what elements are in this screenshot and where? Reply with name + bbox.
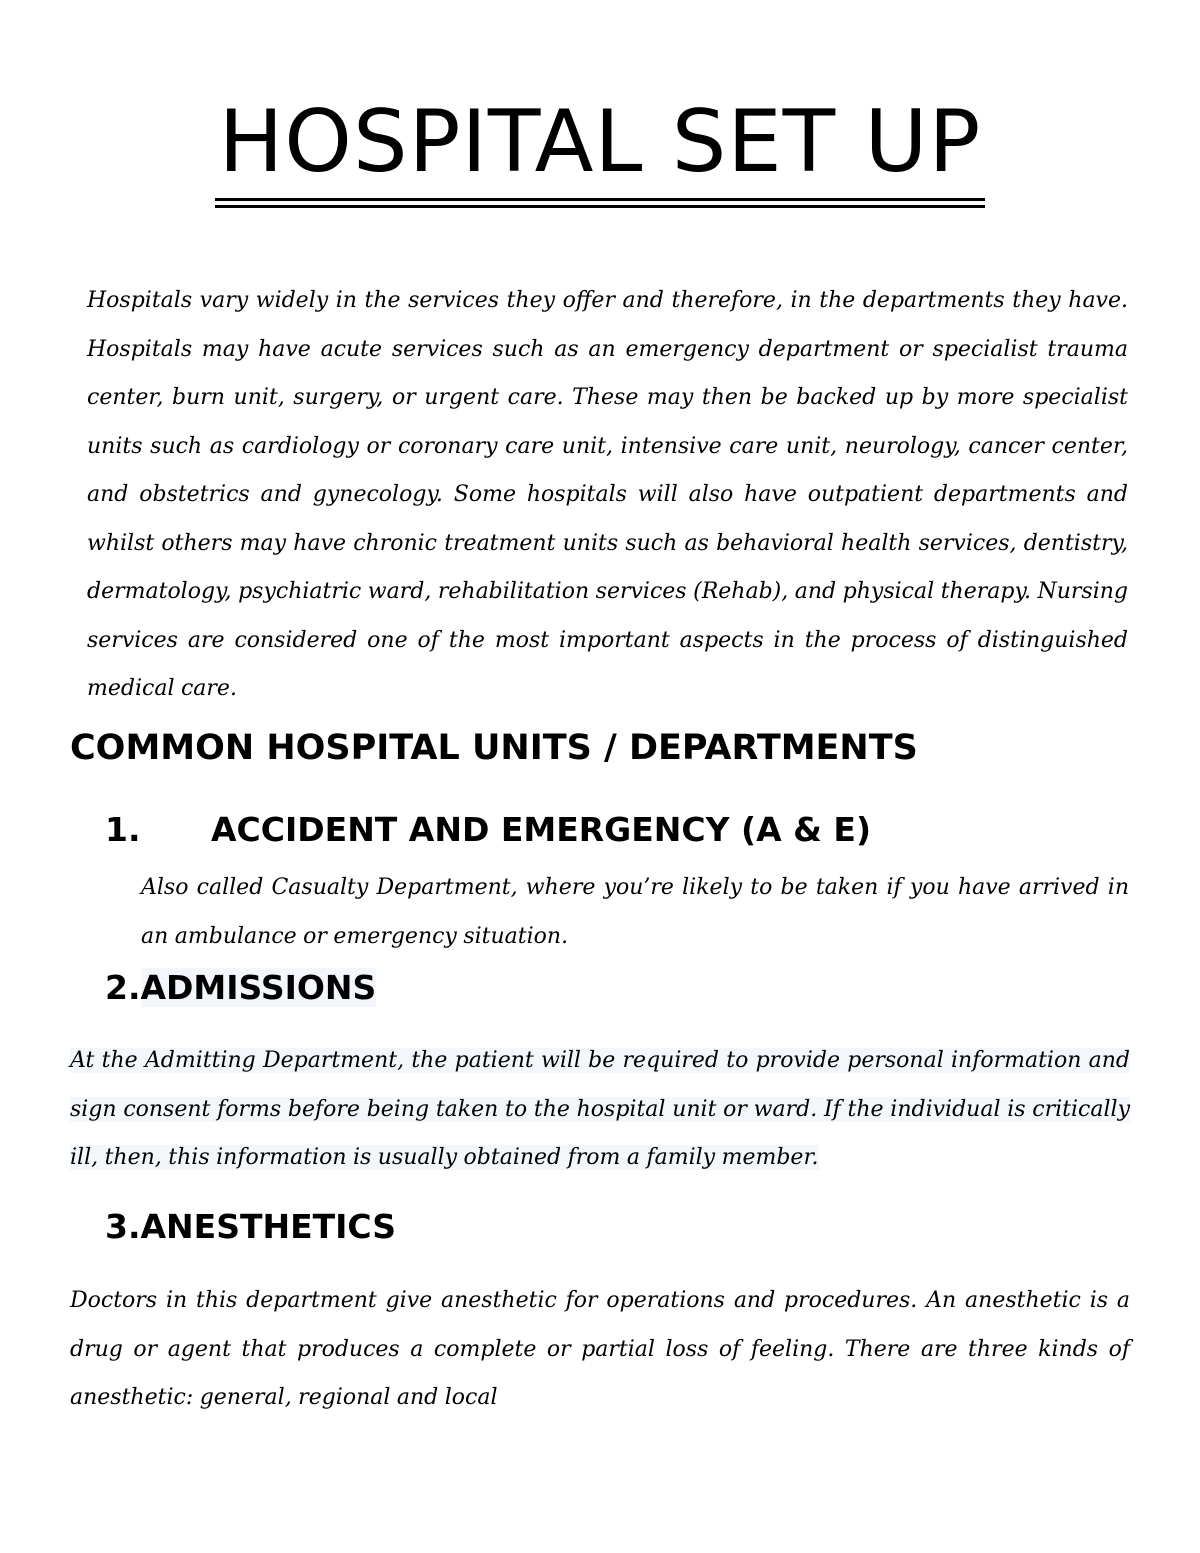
department-description-anesthetics: Doctors in this department give anesthetic for operations and procedures. An anesthetic is a drug or agent that produces a complete or partial loss of feeling. There are three kinds of anesthetic: general, regional and local [70,1288,1130,1410]
department-number: 1. [105,810,141,849]
department-heading-admissions [105,964,376,1012]
intro-paragraph: Hospitals vary widely in the services they offer and therefore, in the departments they have. Hospitals may have acute services such as an emergency department or specialist trauma center, burn unit, surgery, or urgent care. These may then be backed up by more specialist units such as cardiology or coronary care unit, intensive care unit, neurology, cancer center, and obstetrics and gynecology. Some hospitals will also have outpatient departments and whilst others may have chronic treatment units such as behavioral health services, dentistry, dermatology, psychiatric ward, rehabilitation services (Rehab), and physical therapy. Nursing services are considered one of the most important aspects in the process of distinguished medical care. [87,288,1128,701]
document-title: HOSPITAL SET UP [215,92,986,208]
department-number: 2. [105,968,141,1007]
title-container [0,92,1200,208]
department-number: 3. [105,1207,141,1246]
highlighted-text: At the Admitting Department, the patient will be required to provide personal information and sign consent forms before being taken to the hospital unit or ward. If the individual is critically ill, then, this information is usually obtained from a family member. [70,1048,1130,1170]
department-heading-anesthetics [105,1203,396,1251]
department-name: ACCIDENT AND EMERGENCY (A & E) [211,810,872,849]
department-heading-accident-emergency [105,806,871,854]
section-heading: COMMON HOSPITAL UNITS / DEPARTMENTS [70,728,918,768]
department-description-admissions [70,1037,1130,1183]
department-description-accident-emergency: Also called Casualty Department, where you’re likely to be taken if you have arrived in an ambulance or emergency situation. [141,875,1129,949]
department-name: ADMISSIONS [140,968,377,1007]
department-name: ANESTHETICS [140,1207,397,1246]
